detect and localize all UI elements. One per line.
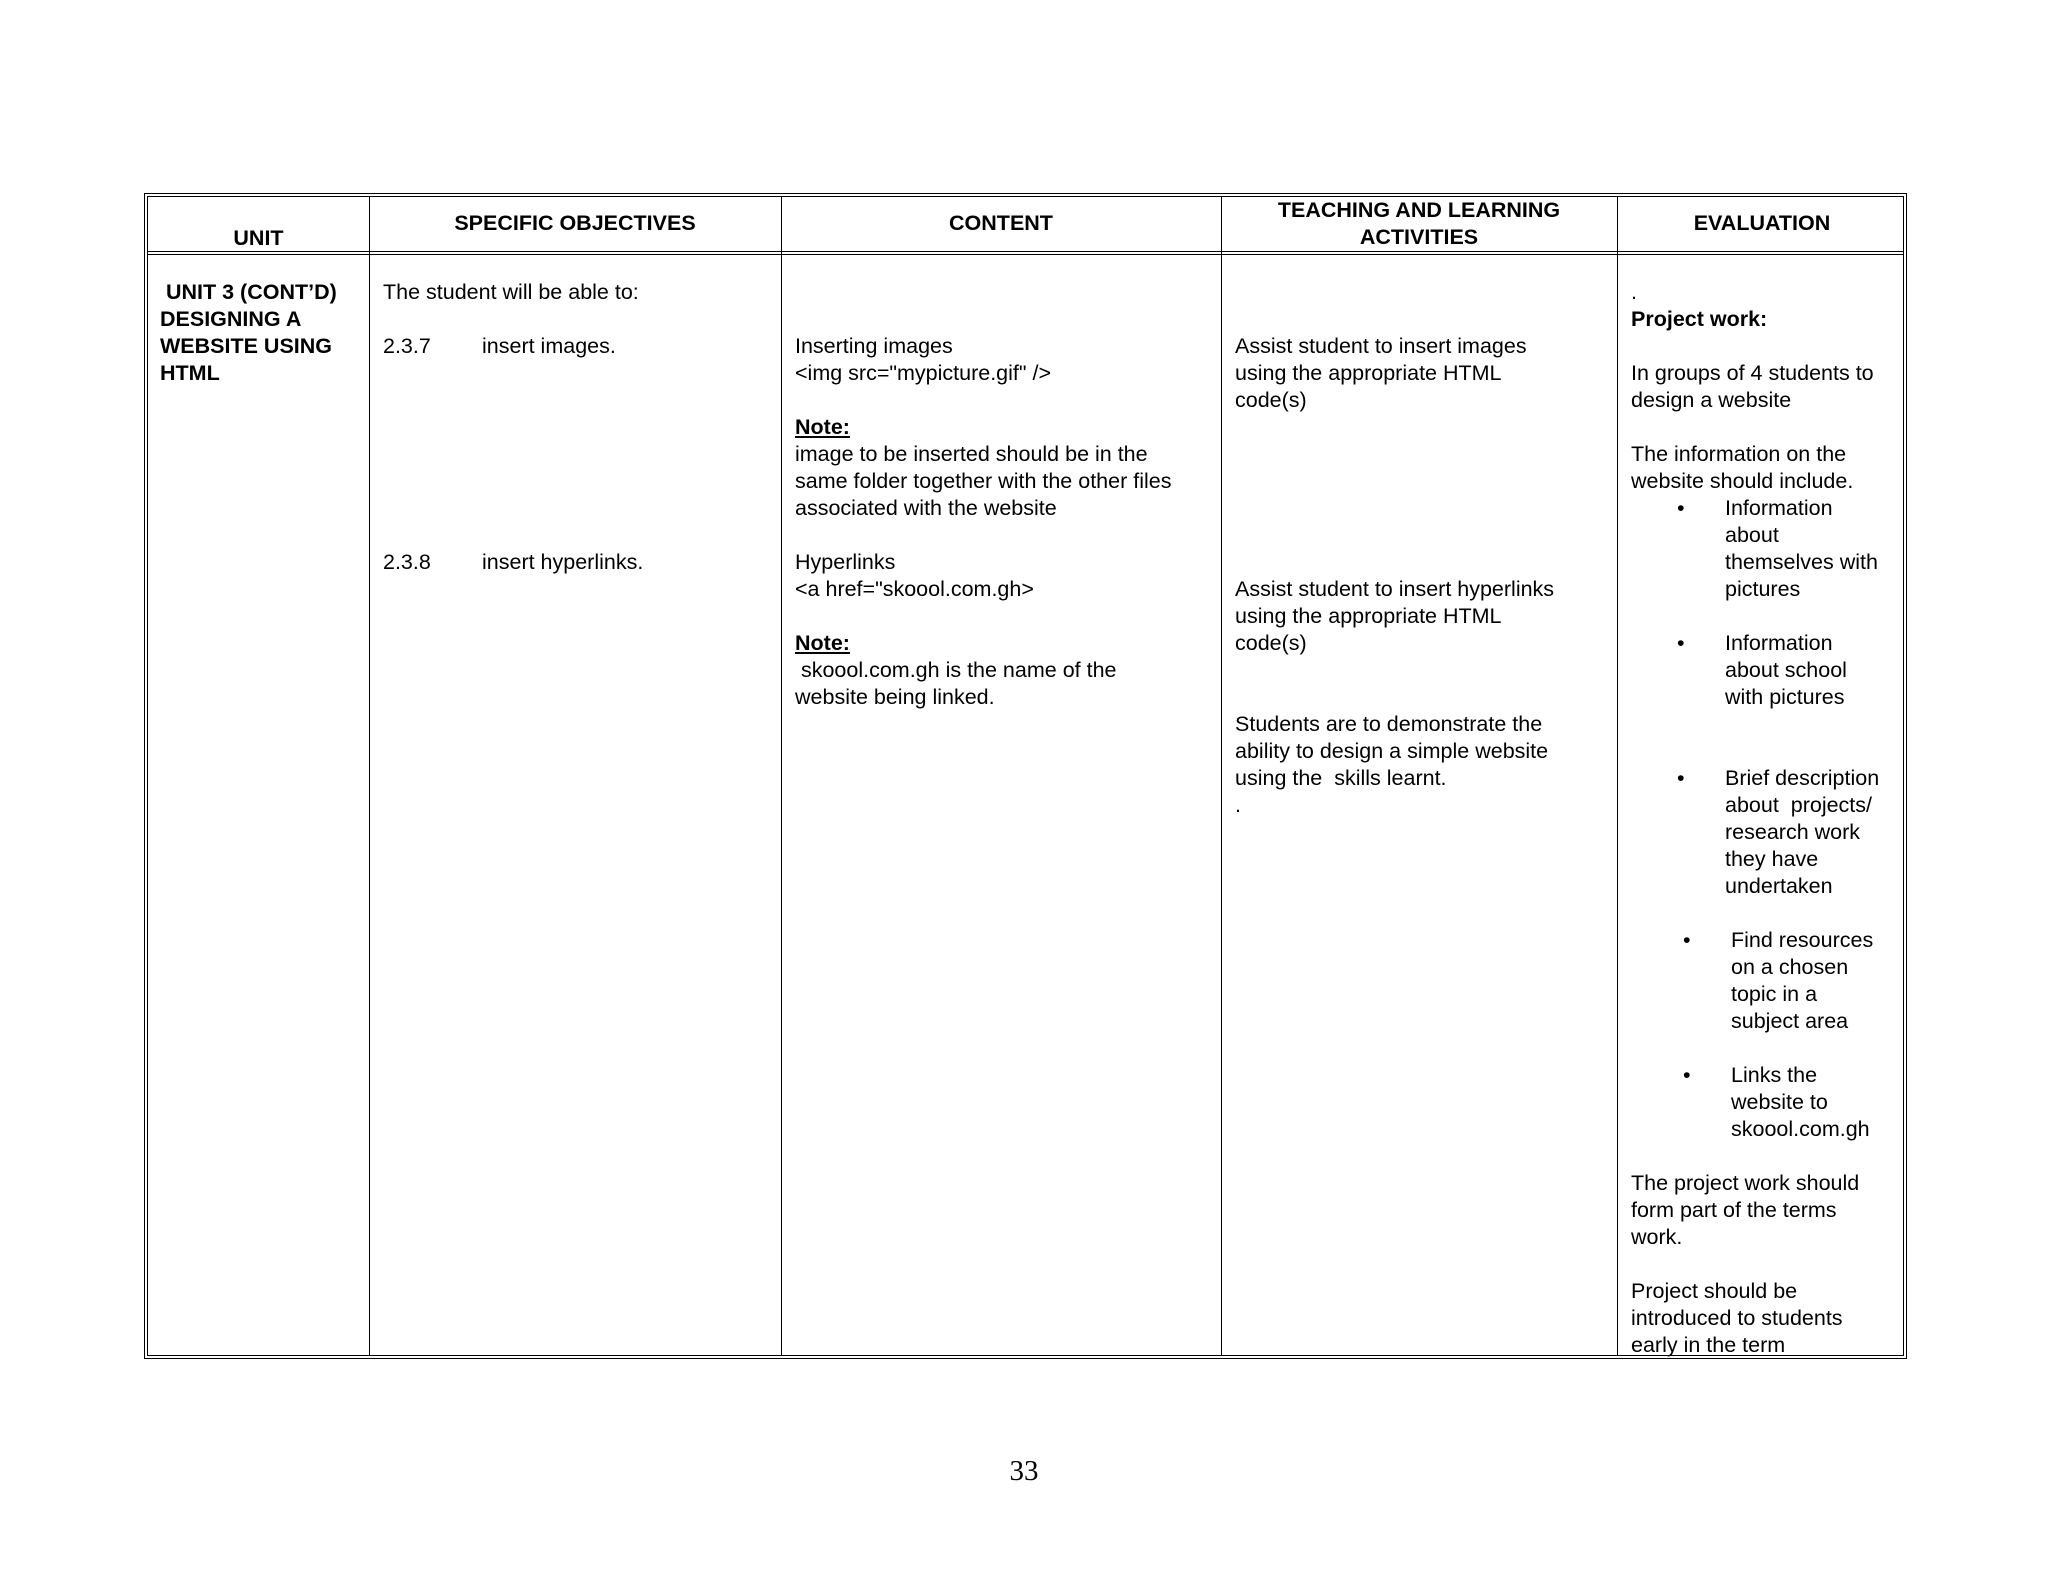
bullet-text: they have [1725,847,1819,871]
evaluation-line: In groups of 4 students to [1631,361,1874,385]
bullet-text: skoool.com.gh [1731,1117,1870,1141]
activity-line: using the appropriate HTML [1235,604,1502,628]
bullet-text: subject area [1731,1009,1849,1033]
evaluation-title: Project work: [1631,307,1768,331]
activity-line: Students are to demonstrate the [1235,712,1543,736]
unit-title-line2: DESIGNING A [160,307,302,331]
header-divider [148,251,1903,255]
content-note-line: image to be inserted should be in the [795,442,1148,466]
bullet-text: Find resources [1731,928,1874,952]
bullet-text: on a chosen [1731,955,1849,979]
evaluation-dot: . [1631,280,1637,304]
bullet-icon: • [1683,928,1691,952]
content-note-label: Note: [795,631,850,655]
header-unit: UNIT [233,226,284,250]
header-activities-line2: ACTIVITIES [1359,225,1479,249]
evaluation-line: early in the term [1631,1333,1786,1357]
content-note-label: Note: [795,415,850,439]
evaluation-line: work. [1631,1225,1683,1249]
bullet-icon: • [1683,1063,1691,1087]
content-note-line: same folder together with the other files [795,469,1172,493]
bullet-icon: • [1677,766,1685,790]
activity-line: using the skills learnt. [1235,766,1447,790]
evaluation-line: The information on the [1631,442,1847,466]
evaluation-line: design a website [1631,388,1792,412]
page-number: 33 [1009,1455,1039,1487]
content-note-line: website being linked. [795,685,995,709]
evaluation-line: form part of the terms [1631,1198,1837,1222]
content-note-line: skoool.com.gh is the name of the [795,658,1117,682]
bullet-text: Brief description [1725,766,1880,790]
bullet-text: undertaken [1725,874,1833,898]
activity-line: using the appropriate HTML [1235,361,1502,385]
column-divider [1221,197,1222,1355]
evaluation-line: introduced to students [1631,1306,1843,1330]
unit-title-line1: UNIT 3 (CONT’D) [160,280,337,304]
header-specific-objectives: SPECIFIC OBJECTIVES [454,211,696,235]
activity-line: code(s) [1235,388,1307,412]
bullet-text: about school [1725,658,1847,682]
content-images-code: <img src="mypicture.gif" /> [795,361,1052,385]
header-content: CONTENT [949,211,1053,235]
header-evaluation: EVALUATION [1693,211,1831,235]
objective-number: 2.3.7 [383,334,431,358]
bullet-text: about [1725,523,1779,547]
activity-line: ability to design a simple website [1235,739,1549,763]
bullet-text: Links the [1731,1063,1818,1087]
objectives-intro: The student will be able to: [383,280,639,304]
bullet-text: themselves with [1725,550,1878,574]
curriculum-table [144,193,1907,1359]
content-links-title: Hyperlinks [795,550,896,574]
objective-number: 2.3.8 [383,550,431,574]
bullet-icon: • [1677,631,1685,655]
bullet-text: Information [1725,631,1833,655]
unit-title-line4: HTML [160,361,220,385]
unit-title-line3: WEBSITE USING [160,334,333,358]
bullet-icon: • [1677,496,1685,520]
bullet-text: Information [1725,496,1833,520]
activity-line: code(s) [1235,631,1307,655]
bullet-text: pictures [1725,577,1801,601]
column-divider [369,197,370,1355]
evaluation-line: The project work should [1631,1171,1860,1195]
header-activities-line1: TEACHING AND LEARNING [1277,198,1561,222]
content-images-title: Inserting images [795,334,953,358]
evaluation-line: Project should be [1631,1279,1798,1303]
bullet-text: topic in a [1731,982,1818,1006]
column-divider [781,197,782,1355]
bullet-text: website to [1731,1090,1828,1114]
objective-text: insert images. [482,334,616,358]
content-note-line: associated with the website [795,496,1057,520]
evaluation-line: website should include. [1631,469,1854,493]
objective-text: insert hyperlinks. [482,550,644,574]
activity-line: Assist student to insert images [1235,334,1527,358]
activity-line: Assist student to insert hyperlinks [1235,577,1555,601]
column-divider [1617,197,1618,1355]
activity-line: . [1235,793,1241,817]
bullet-text: with pictures [1725,685,1845,709]
bullet-text: research work [1725,820,1861,844]
bullet-text: about projects/ [1725,793,1873,817]
content-links-code: <a href="skoool.com.gh> [795,577,1034,601]
